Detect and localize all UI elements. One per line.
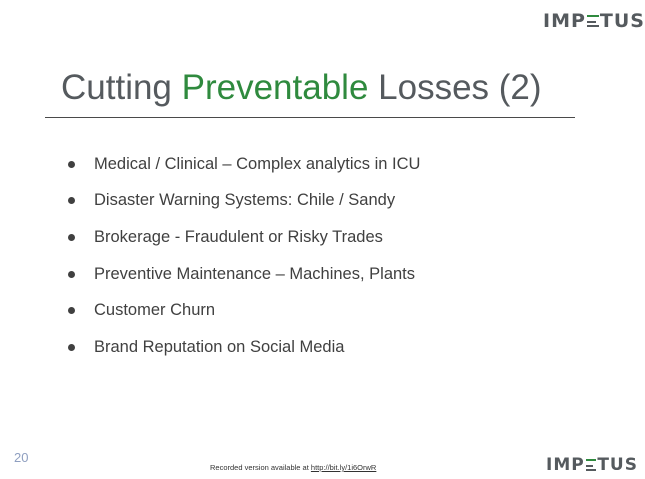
bullet-item bbox=[66, 256, 420, 293]
title-suffix: Losses (2) bbox=[368, 68, 542, 107]
recording-link[interactable]: http://bit.ly/1i6OrwR bbox=[310, 463, 377, 472]
recording-note-text: Recorded version available at bbox=[210, 463, 311, 472]
bullet-item bbox=[66, 146, 420, 183]
bullet-dot-icon bbox=[68, 271, 75, 278]
slide-title bbox=[61, 68, 542, 108]
bullet-item bbox=[66, 183, 420, 220]
title-accent: Preventable bbox=[181, 68, 369, 107]
bullet-text: Brand Reputation on Social Media bbox=[94, 337, 345, 356]
logo-text-start: IMP bbox=[543, 10, 586, 32]
bullet-list bbox=[66, 146, 420, 366]
bullet-text: Customer Churn bbox=[94, 301, 216, 320]
title-prefix: Cutting bbox=[61, 68, 182, 107]
bullet-dot-icon bbox=[68, 161, 75, 168]
impetus-logo bbox=[543, 10, 645, 32]
recording-note bbox=[210, 463, 376, 472]
title-divider bbox=[45, 117, 575, 118]
bullet-dot-icon bbox=[68, 344, 75, 351]
bullet-item bbox=[66, 329, 420, 366]
bullet-text: Disaster Warning Systems: Chile / Sandy bbox=[94, 191, 396, 210]
logo-text-end: TUS bbox=[599, 10, 645, 32]
page-number: 20 bbox=[14, 450, 29, 465]
bullet-item bbox=[66, 219, 420, 256]
logo-e-mark bbox=[585, 455, 598, 475]
impetus-footer-logo bbox=[546, 455, 638, 475]
logo-e-mark bbox=[586, 10, 600, 32]
bullet-dot-icon bbox=[68, 197, 75, 204]
bullet-item bbox=[66, 292, 420, 329]
bullet-text: Brokerage - Fraudulent or Risky Trades bbox=[94, 227, 383, 246]
bullet-text: Medical / Clinical – Complex analytics in ICU bbox=[94, 154, 421, 173]
bullet-dot-icon bbox=[68, 234, 75, 241]
logo-text-end: TUS bbox=[597, 455, 638, 475]
logo-text-start: IMP bbox=[546, 455, 585, 475]
bullet-text: Preventive Maintenance – Machines, Plants bbox=[94, 264, 416, 283]
bullet-dot-icon bbox=[68, 307, 75, 314]
